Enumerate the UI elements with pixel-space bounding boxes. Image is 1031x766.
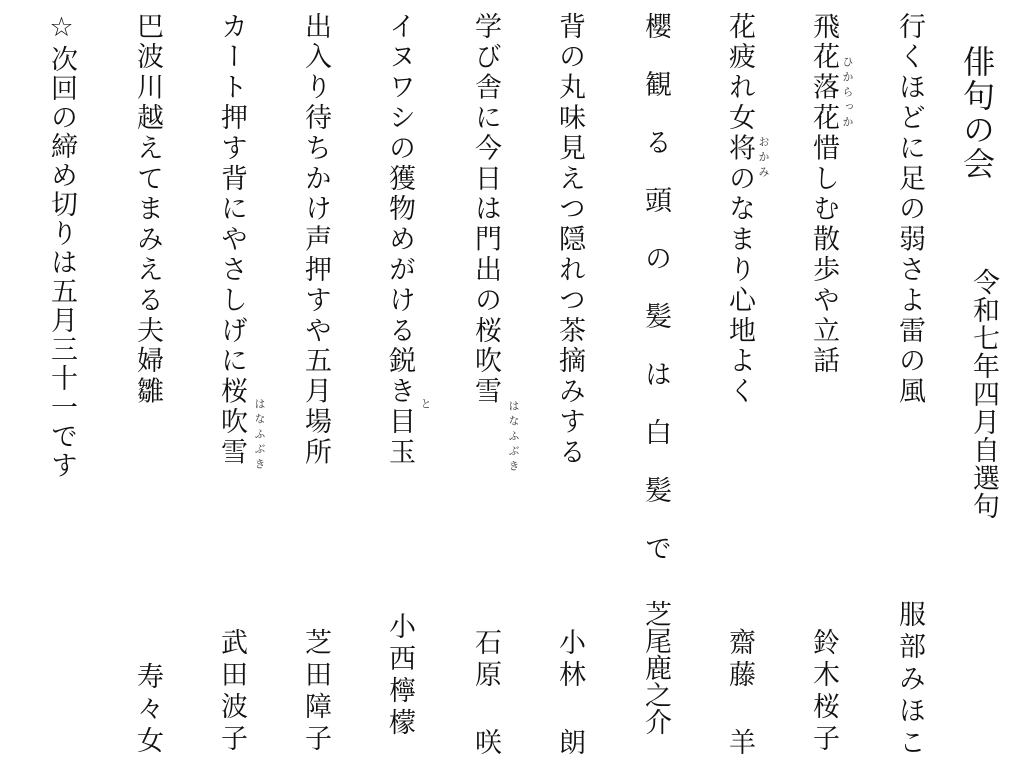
page-title: 俳句の会 [958,45,996,181]
ruby-okami: おかみ [757,136,770,181]
haiku-8-text: 出入り待ちかけ声押すや五月場所 [300,12,331,468]
ruby-to: と [419,398,432,413]
haiku-1-author: 服部みほこ [894,600,925,760]
haiku-4-author: 芝尾鹿之介 [640,600,671,735]
haiku-5-text: 背の丸味見えつ隠れつ茶摘みする [554,12,585,468]
haiku-9-author: 武田波子 [216,628,247,756]
haiku-3-text: 花疲れ女将のなまり心地よく [724,12,755,408]
haiku-6-text: 学び舎に今日は門出の桜吹雪 [470,12,501,408]
haiku-10-text: 巴波川越えてまみえる夫婦雛 [132,12,163,408]
haiku-7-text: イヌワシの獲物めがける鋭き目玉 [384,12,415,468]
haiku-2-author: 鈴木桜子 [808,628,839,756]
haiku-2-text: 飛花落花惜しむ散歩や立話 [808,12,839,377]
haiku-1-text: 行くほどに足の弱さよ雷の風 [894,12,925,408]
haiku-7-author: 小西檸檬 [384,612,415,740]
selection-date: 令和七年四月自選句 [968,268,999,520]
haiku-8-author: 芝田障子 [300,628,331,756]
ruby-hikarakka: ひからっか [841,56,854,131]
ruby-hanafubuki-1: はなふぶき [507,400,520,475]
haiku-9-text: カート押す背にやさしげに桜吹雪 [216,12,247,468]
haiku-6-author: 石原 咲 [470,628,501,760]
haiku-5-author: 小林 朗 [554,628,585,760]
haiku-3-author: 齋藤 羊 [724,628,755,760]
next-deadline-notice: ☆次回の締め切りは五月三十一です [46,12,77,480]
ruby-hanafubuki-2: はなふぶき [253,398,266,473]
haiku-10-author: 寿々女 [132,662,163,758]
haiku-4-text: 櫻 観 る 頭 の 髪 は 白 髪 で [640,12,671,561]
